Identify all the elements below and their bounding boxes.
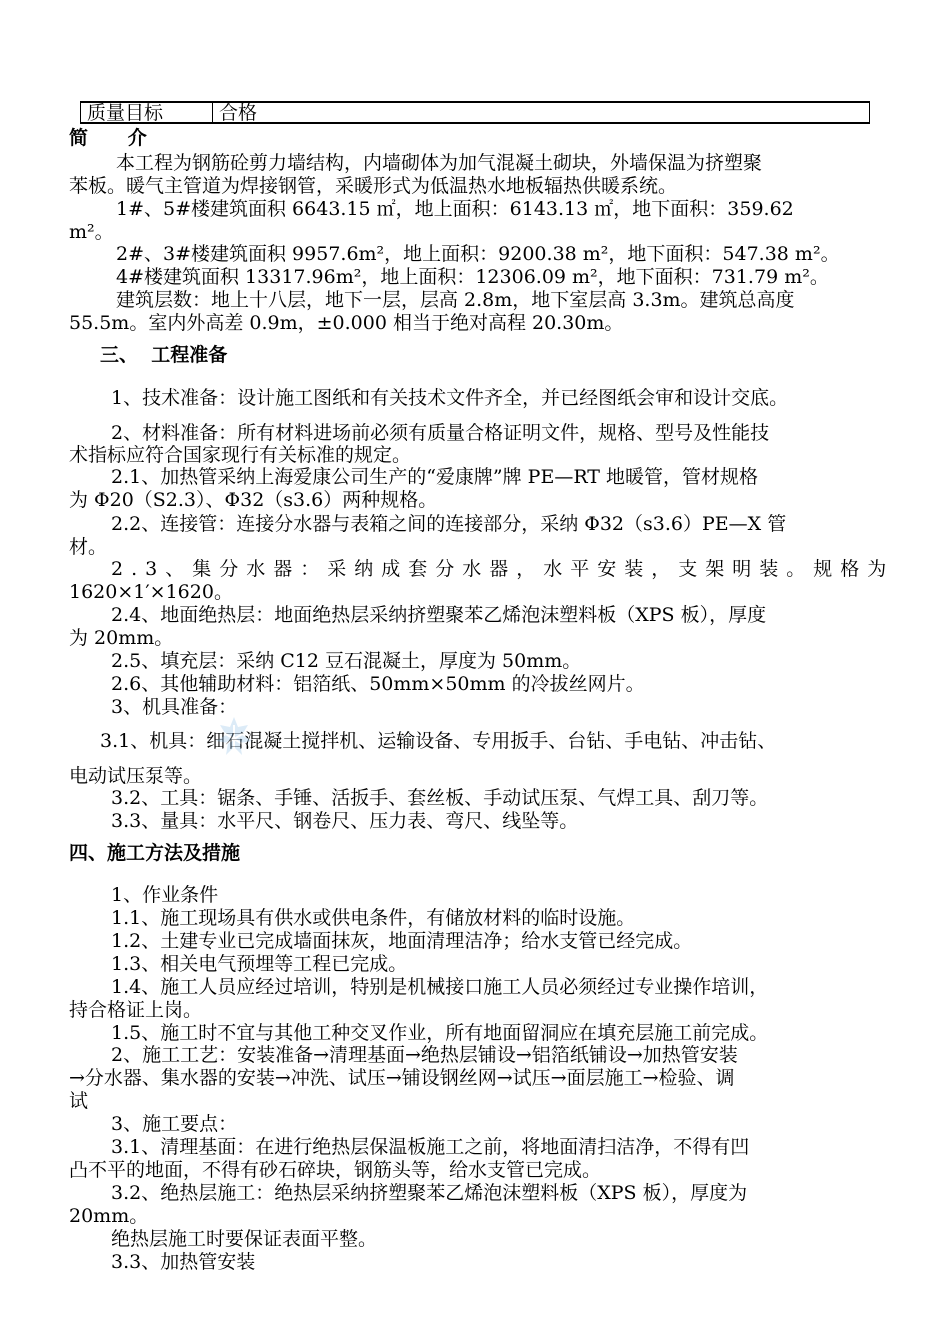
paragraph-line: 20mm。 — [69, 1205, 149, 1227]
paragraph-line: 2、材料准备：所有材料进场前必须有质量合格证明文件，规格、型号及性能技 — [111, 422, 770, 444]
paragraph-line: 3.1、机具：细石混凝土搅拌机、运输设备、专用扳手、台钻、手电钻、冲击钻、 — [100, 730, 777, 752]
paragraph-line: 本工程为钢筋砼剪力墙结构，内墙砌体为加气混凝土砌块，外墙保温为挤塑聚 — [116, 152, 763, 174]
paragraph-line: 2.6、其他辅助材料：铝箔纸、50mm×50mm 的冷拔丝网片。 — [111, 673, 645, 695]
quality-target-label: 质量目标 — [81, 103, 213, 122]
quality-target-value: 合格 — [219, 102, 258, 124]
paragraph-line: 材。 — [69, 536, 108, 558]
paragraph-line: 4#楼建筑面积 13317.96m²，地上面积：12306.09 m²，地下面积：731.79 m²。 — [116, 266, 829, 288]
paragraph-line: 2.1、加热管采纳上海爱康公司生产的“爱康牌”牌 PE—RT 地暖管，管材规格 — [111, 466, 759, 488]
watermark-icon — [214, 715, 254, 763]
paragraph-line: 术指标应符合国家现行有关标准的规定。 — [69, 444, 412, 466]
paragraph-line: 1、作业条件 — [111, 884, 219, 906]
paragraph-line: 凸不平的地面，不得有砂石碎块，钢筋头等，给水支管已完成。 — [69, 1159, 602, 1181]
heading-section-4: 四、施工方法及措施 — [69, 842, 241, 864]
paragraph-line: 2#、3#楼建筑面积 9957.6m²，地上面积：9200.38 m²，地下面积：547.38 m²。 — [116, 243, 840, 265]
paragraph-line: 1.5、施工时不宜与其他工种交叉作业，所有地面留洞应在填充层施工前完成。 — [111, 1022, 769, 1044]
paragraph-line: 3.3、加热管安装 — [111, 1251, 256, 1273]
paragraph-line: 3.1、清理基面：在进行绝热层保温板施工之前，将地面清扫洁净，不得有凹 — [111, 1136, 750, 1158]
paragraph-line: 为 Φ20（S2.3）、Φ32（s3.6）两种规格。 — [69, 489, 438, 511]
paragraph-line: 1#、5#楼建筑面积 6643.15 ㎡，地上面积：6143.13 ㎡，地下面积：359.62 — [116, 198, 794, 220]
paragraph-line: 1.1、施工现场具有供水或供电条件，有储放材料的临时设施。 — [111, 907, 636, 929]
paragraph-line: 3.3、量具：水平尺、钢卷尺、压力表、弯尺、线坠等。 — [111, 810, 579, 832]
paragraph-line: 3.2、绝热层施工：绝热层采纳挤塑聚苯乙烯泡沫塑料板（XPS 板），厚度为 — [111, 1182, 748, 1204]
paragraph-line: 电动试压泵等。 — [69, 765, 203, 787]
paragraph-line: 1620×1′×1620。 — [69, 581, 233, 603]
paragraph-line: 1.4、施工人员应经过培训，特别是机械接口施工人员必须经过专业操作培训， — [111, 976, 769, 998]
paragraph-line: →分水器、集水器的安装→冲洗、试压→铺设钢丝网→试压→面层施工→检验、调 — [69, 1067, 735, 1089]
heading-section-3: 三、 工程准备 — [100, 344, 228, 366]
paragraph-line: 绝热层施工时要保证表面平整。 — [111, 1228, 378, 1250]
paragraph-line: 55.5m。室内外高差 0.9m，±0.000 相当于绝对高程 20.30m。 — [69, 312, 624, 334]
paragraph-line: 试 — [69, 1090, 89, 1112]
heading-intro: 简 介 — [69, 127, 147, 149]
paragraph-line: 1、技术准备：设计施工图纸和有关技术文件齐全，并已经图纸会审和设计交底。 — [111, 387, 789, 409]
paragraph-line: m²。 — [69, 221, 114, 243]
paragraph-line: 2.5、填充层：采纳 C12 豆石混凝土，厚度为 50mm。 — [111, 650, 582, 672]
paragraph-line: 苯板。暖气主管道为焊接钢管，采暖形式为低温热水地板辐热供暖系统。 — [69, 175, 678, 197]
paragraph-line: 2.2、连接管：连接分水器与表箱之间的连接部分，采纳 Φ32（s3.6）PE—X 管 — [111, 513, 787, 535]
quality-target-table — [80, 101, 870, 124]
paragraph-line: 为 20mm。 — [69, 627, 174, 649]
paragraph-line: 2.4、地面绝热层：地面绝热层采纳挤塑聚苯乙烯泡沫塑料板（XPS 板），厚度 — [111, 604, 767, 626]
paragraph-line: 3、施工要点： — [111, 1113, 238, 1135]
paragraph-line: 2、施工工艺：安装准备→清理基面→绝热层铺设→铝箔纸铺设→加热管安装 — [111, 1044, 738, 1066]
paragraph-line: 3.2、工具：锯条、手锤、活扳手、套丝板、手动试压泵、气焊工具、刮刀等。 — [111, 787, 769, 809]
paragraph-line: 1.2、土建专业已完成墙面抹灰，地面清理洁净；给水支管已经完成。 — [111, 930, 693, 952]
paragraph-line: 3、机具准备： — [111, 696, 238, 718]
paragraph-line: 1.3、相关电气预埋等工程已完成。 — [111, 953, 408, 975]
paragraph-line: 建筑层数：地上十八层，地下一层，层高 2.8m，地下室层高 3.3m。建筑总高度 — [116, 289, 795, 311]
paragraph-line: 2.3、集分水器：采纳成套分水器，水平安装，支架明装。规格为 — [111, 558, 895, 580]
paragraph-line: 持合格证上岗。 — [69, 999, 203, 1021]
